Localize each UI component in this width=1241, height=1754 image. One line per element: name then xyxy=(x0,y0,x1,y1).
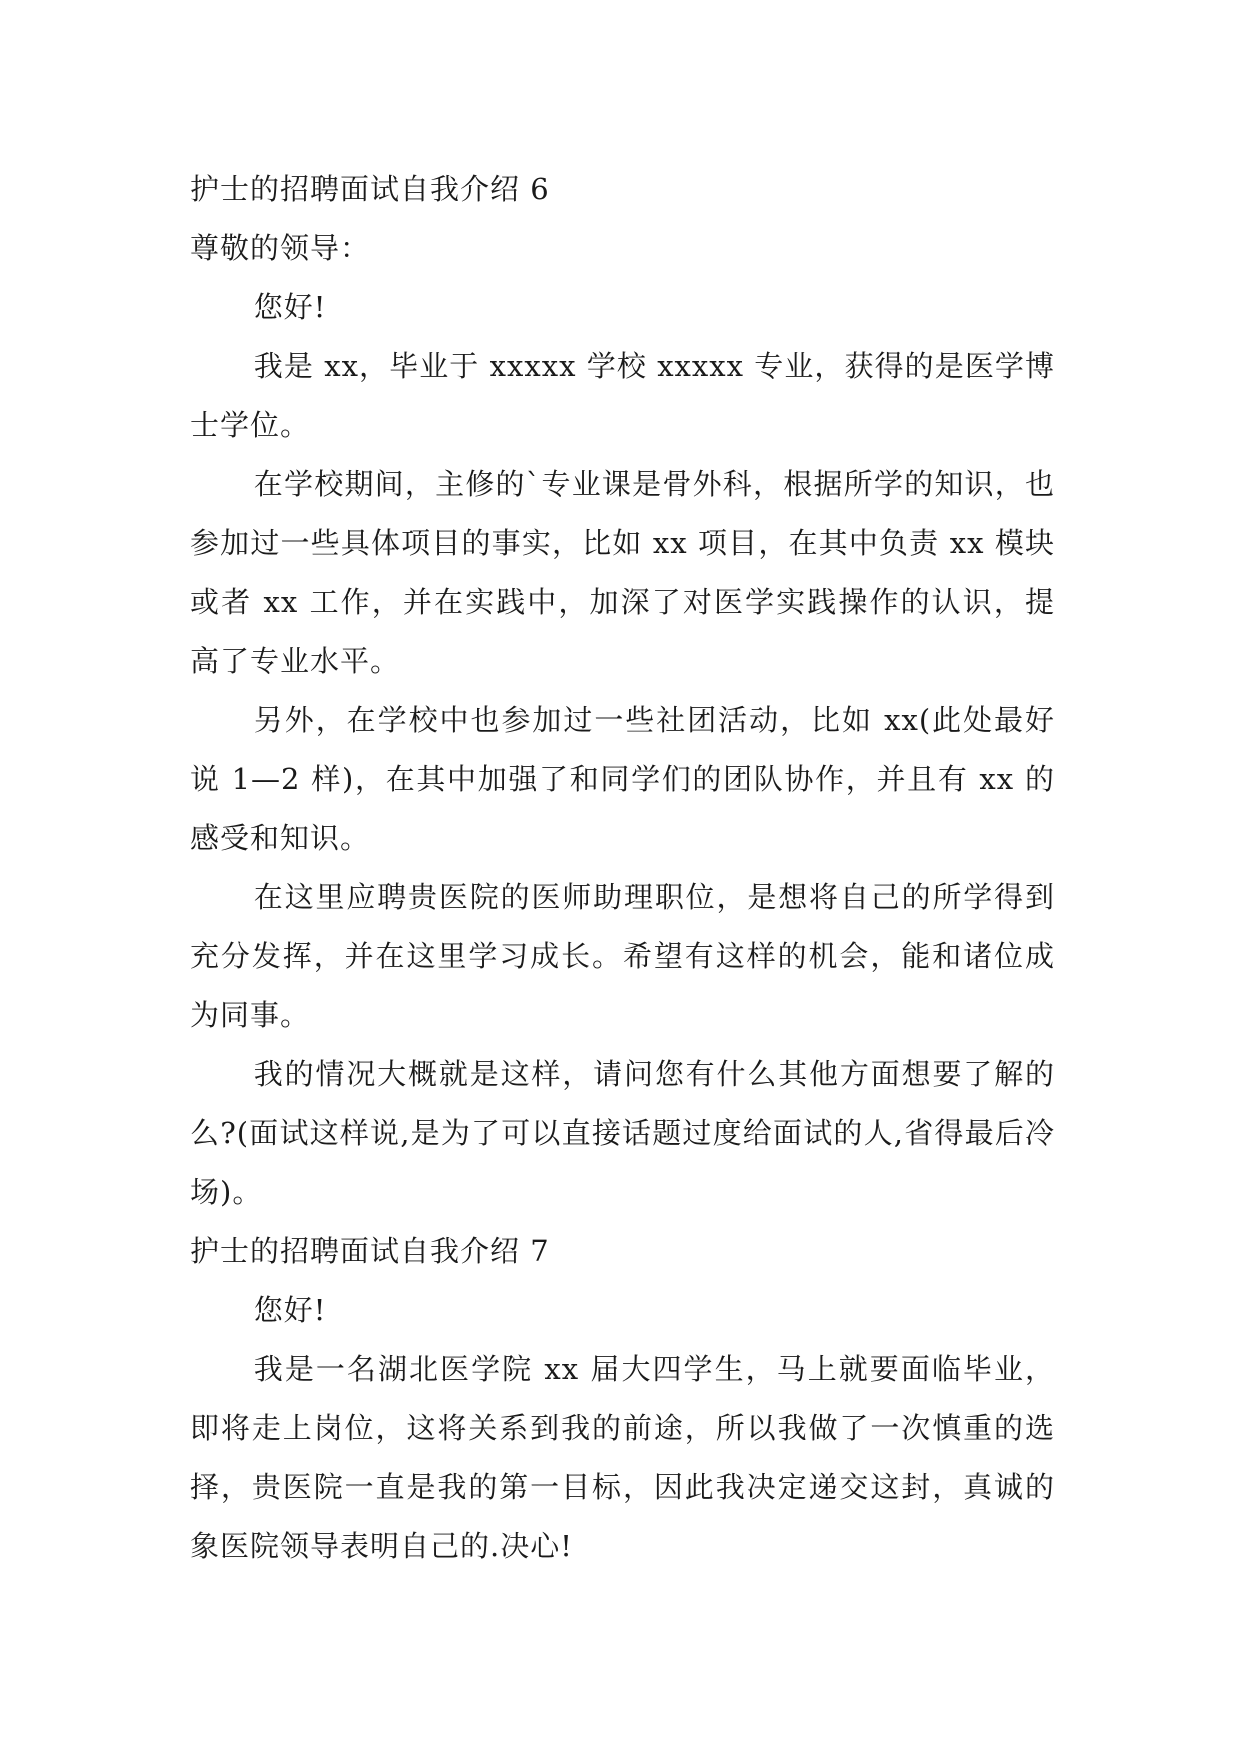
section-7-heading: 护士的招聘面试自我介绍 7 xyxy=(190,1234,550,1268)
salutation: 尊敬的领导： xyxy=(190,231,371,265)
document-body xyxy=(190,160,1055,1576)
section-7-paragraph-intro: 我是一名湖北医学院 xx 届大四学生，马上就要面临毕业，即将走上岗位，这将关系到我的前途，所以我做了一次慎重的选择，贵医院一直是我的第一目标，因此我决定递交这封，真诚的象医院领导表明自己的.决心! xyxy=(190,1352,1055,1563)
section-6-paragraph-projects: 在学校期间，主修的`专业课是骨外科，根据所学的知识，也参加过一些具体项目的事实，比如 xx 项目，在其中负责 xx 模块或者 xx 工作，并在实践中，加深了对医学实践操作的认识，提高了专业水平。 xyxy=(190,467,1055,678)
section-6-paragraph-closing: 我的情况大概就是这样，请问您有什么其他方面想要了解的么?(面试这样说,是为了可以直接话题过度给面试的人,省得最后冷场)。 xyxy=(190,1057,1055,1209)
section-6-paragraph-activities: 另外，在学校中也参加过一些社团活动，比如 xx(此处最好说 1—2 样)，在其中加强了和同学们的团队协作，并且有 xx 的感受和知识。 xyxy=(190,703,1055,855)
section-6-paragraph-education: 我是 xx，毕业于 xxxxx 学校 xxxxx 专业，获得的是医学博士学位。 xyxy=(190,349,1055,442)
section-6-greeting: 您好! xyxy=(253,290,327,324)
section-7-greeting: 您好! xyxy=(253,1293,327,1327)
section-6-paragraph-position: 在这里应聘贵医院的医师助理职位，是想将自己的所学得到充分发挥，并在这里学习成长。希望有这样的机会，能和诸位成为同事。 xyxy=(190,880,1055,1032)
section-6-heading: 护士的招聘面试自我介绍 6 xyxy=(190,172,550,206)
